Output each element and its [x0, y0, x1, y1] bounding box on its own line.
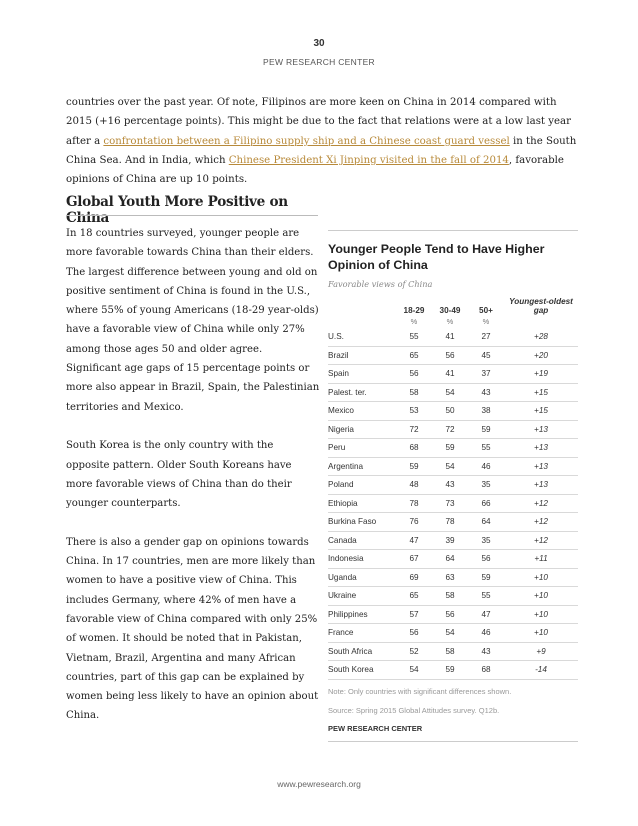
- value-30-49: 63: [432, 568, 468, 587]
- value-18-29: 65: [396, 587, 432, 606]
- value-50-plus: 46: [468, 624, 504, 643]
- value-50-plus: 35: [468, 531, 504, 550]
- country-cell: Peru: [328, 439, 396, 458]
- table-row: [328, 365, 578, 384]
- table-row: [328, 383, 578, 402]
- gap-value: +13: [504, 476, 578, 495]
- value-18-29: 48: [396, 476, 432, 495]
- column-header: 50+: [479, 306, 493, 315]
- intro-text-1: countries over the past year. Of note, Filipinos are more keen on China in 2014 compared with 2015 (+16 percentage points). This might be due to the fact that relations were at a low last year after a: [66, 97, 571, 147]
- value-30-49: 78: [432, 513, 468, 532]
- value-18-29: 54: [396, 661, 432, 680]
- table-row: [328, 661, 578, 680]
- value-30-49: 54: [432, 383, 468, 402]
- gap-value: +12: [504, 513, 578, 532]
- value-30-49: 50: [432, 402, 468, 421]
- body-paragraph: There is also a gender gap on opinions towards China. In 17 countries, men are more likely than women to have a positive view of China. This includes Germany, where 42% of men have a favorable view of China compared with only 25% of women. It should be noted that in Pakistan, Vietnam, Brazil, Argentina and many African countries, part of this gap can be explained by women being less likely to have an opinion about China.: [66, 536, 319, 722]
- country-cell: Uganda: [328, 568, 396, 587]
- country-cell: South Korea: [328, 661, 396, 680]
- value-30-49: 39: [432, 531, 468, 550]
- country-cell: South Africa: [328, 642, 396, 661]
- gap-value: +28: [504, 328, 578, 346]
- value-50-plus: 35: [468, 476, 504, 495]
- value-18-29: 57: [396, 605, 432, 624]
- value-50-plus: 27: [468, 328, 504, 346]
- table-row: [328, 624, 578, 643]
- unit-spacer: [504, 315, 578, 328]
- header-org: PEW RESEARCH CENTER: [263, 57, 375, 67]
- table-row: [328, 346, 578, 365]
- country-cell: Brazil: [328, 346, 396, 365]
- value-30-49: 43: [432, 476, 468, 495]
- value-50-plus: 43: [468, 642, 504, 661]
- column-header: 18-29: [403, 306, 425, 315]
- value-50-plus: 59: [468, 420, 504, 439]
- country-cell: U.S.: [328, 328, 396, 346]
- table-row: [328, 328, 578, 346]
- value-18-29: 59: [396, 457, 432, 476]
- table-row: [328, 568, 578, 587]
- value-30-49: 54: [432, 457, 468, 476]
- country-cell: Ukraine: [328, 587, 396, 606]
- value-30-49: 41: [432, 365, 468, 384]
- value-30-49: 56: [432, 605, 468, 624]
- value-18-29: 56: [396, 365, 432, 384]
- value-18-29: 78: [396, 494, 432, 513]
- chart-divider: [328, 230, 578, 231]
- chart-source: Source: Spring 2015 Global Attitudes survey. Q12b.: [328, 705, 500, 715]
- chart-title: Younger People Tend to Have Higher Opinion of China: [328, 242, 545, 272]
- value-18-29: 53: [396, 402, 432, 421]
- value-30-49: 54: [432, 624, 468, 643]
- value-30-49: 41: [432, 328, 468, 346]
- gap-value: +15: [504, 383, 578, 402]
- intro-text-3: , favorable opinions of China are up 10 points.: [66, 154, 564, 186]
- table-row: [328, 513, 578, 532]
- value-30-49: 72: [432, 420, 468, 439]
- gap-value: +15: [504, 402, 578, 421]
- value-30-49: 56: [432, 346, 468, 365]
- value-30-49: 73: [432, 494, 468, 513]
- value-30-49: 59: [432, 439, 468, 458]
- table-row: [328, 494, 578, 513]
- country-cell: Canada: [328, 531, 396, 550]
- value-18-29: 68: [396, 439, 432, 458]
- country-cell: Spain: [328, 365, 396, 384]
- country-cell: Philippines: [328, 605, 396, 624]
- table-row: [328, 476, 578, 495]
- country-cell: Burkina Faso: [328, 513, 396, 532]
- body-paragraph: In 18 countries surveyed, younger people are more favorable towards China than their elders. The largest difference between young and old on positive sentiment of China is found in the U.S., where 55% of young Americans (18-29 year-olds) have a favorable view of China while only 27% among those ages 50 and older agree. Significant age gaps of 15 percentage points or more also appear in Brazil, Spain, the Palestinian territories and Mexico.: [66, 228, 320, 413]
- value-50-plus: 68: [468, 661, 504, 680]
- value-50-plus: 38: [468, 402, 504, 421]
- section-title: Global Youth More Positive on China: [66, 194, 288, 226]
- country-cell: Argentina: [328, 457, 396, 476]
- gap-value: +10: [504, 624, 578, 643]
- gap-value: -14: [504, 661, 578, 680]
- table-row: [328, 587, 578, 606]
- country-cell: Nigeria: [328, 420, 396, 439]
- country-cell: Indonesia: [328, 550, 396, 569]
- value-50-plus: 45: [468, 346, 504, 365]
- value-50-plus: 56: [468, 550, 504, 569]
- value-18-29: 76: [396, 513, 432, 532]
- table-body: [328, 328, 578, 679]
- gap-value: +10: [504, 605, 578, 624]
- link-xi-visit[interactable]: Chinese President Xi Jinping visited in the fall of 2014: [228, 154, 509, 166]
- section-divider: [66, 215, 318, 216]
- data-table: [328, 297, 578, 680]
- value-18-29: 52: [396, 642, 432, 661]
- gap-value: +13: [504, 457, 578, 476]
- value-50-plus: 64: [468, 513, 504, 532]
- value-50-plus: 66: [468, 494, 504, 513]
- value-18-29: 55: [396, 328, 432, 346]
- table-row: [328, 457, 578, 476]
- chart-subtitle: Favorable views of China: [328, 279, 433, 289]
- country-cell: Mexico: [328, 402, 396, 421]
- table-row: [328, 531, 578, 550]
- value-18-29: 47: [396, 531, 432, 550]
- value-50-plus: 43: [468, 383, 504, 402]
- value-30-49: 58: [432, 587, 468, 606]
- value-18-29: 65: [396, 346, 432, 365]
- gap-value: +10: [504, 568, 578, 587]
- body-column: [66, 224, 320, 745]
- intro-text-2: in the South China Sea. And in India, which: [66, 135, 577, 166]
- value-18-29: 72: [396, 420, 432, 439]
- value-50-plus: 55: [468, 439, 504, 458]
- gap-value: +13: [504, 439, 578, 458]
- chart-org: PEW RESEARCH CENTER: [328, 723, 423, 733]
- country-cell: Palest. ter.: [328, 383, 396, 402]
- value-30-49: 64: [432, 550, 468, 569]
- gap-value: +13: [504, 420, 578, 439]
- value-18-29: 67: [396, 550, 432, 569]
- country-column-header: [328, 297, 396, 315]
- country-cell: Poland: [328, 476, 396, 495]
- chart-note: Note: Only countries with significant differences shown.: [328, 686, 512, 696]
- table-row: [328, 605, 578, 624]
- value-18-29: 56: [396, 624, 432, 643]
- gap-value: +10: [504, 587, 578, 606]
- unit-label: %: [446, 317, 454, 326]
- gap-value: +20: [504, 346, 578, 365]
- value-50-plus: 47: [468, 605, 504, 624]
- gap-value: +9: [504, 642, 578, 661]
- table-row: [328, 402, 578, 421]
- page-number: 30: [313, 38, 325, 49]
- column-header: 30-49: [439, 306, 461, 315]
- value-30-49: 59: [432, 661, 468, 680]
- unit-label: %: [482, 317, 490, 326]
- gap-value: +19: [504, 365, 578, 384]
- country-cell: Ethiopia: [328, 494, 396, 513]
- value-18-29: 58: [396, 383, 432, 402]
- footer-url: www.pewresearch.org: [277, 779, 361, 789]
- value-50-plus: 37: [468, 365, 504, 384]
- value-18-29: 69: [396, 568, 432, 587]
- value-50-plus: 55: [468, 587, 504, 606]
- intro-paragraph: [66, 93, 582, 189]
- gap-column-header: Youngest-oldest gap: [509, 297, 573, 315]
- link-confrontation[interactable]: confrontation between a Filipino supply ship and a Chinese coast guard vessel: [103, 135, 510, 147]
- table-row: [328, 550, 578, 569]
- country-cell: France: [328, 624, 396, 643]
- gap-value: +12: [504, 494, 578, 513]
- value-50-plus: 59: [468, 568, 504, 587]
- gap-value: +12: [504, 531, 578, 550]
- unit-label: %: [410, 317, 418, 326]
- unit-spacer: [328, 315, 396, 328]
- gap-value: +11: [504, 550, 578, 569]
- body-paragraph: South Korea is the only country with the opposite pattern. Older South Koreans have more favorable views of China than do their younger counterparts.: [66, 440, 292, 510]
- table-row: [328, 420, 578, 439]
- table-row: [328, 642, 578, 661]
- value-50-plus: 46: [468, 457, 504, 476]
- table-row: [328, 439, 578, 458]
- chart-panel: [328, 230, 578, 742]
- chart-divider: [328, 741, 578, 742]
- value-30-49: 58: [432, 642, 468, 661]
